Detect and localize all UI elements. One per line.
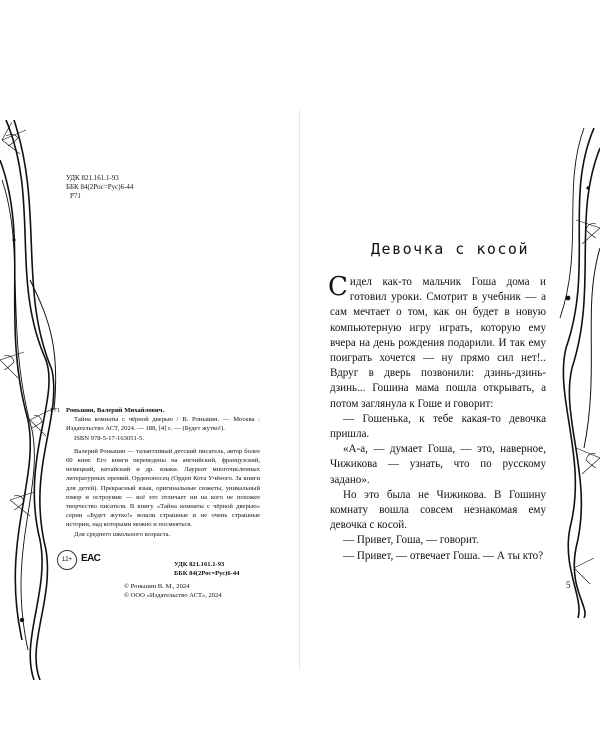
paragraph-5: — Привет, Гоша, — говорит. (343, 534, 479, 547)
drop-cap: С (328, 272, 348, 302)
paragraph-1 (328, 272, 546, 412)
udk-line: УДК 821.161.1-93 (66, 174, 119, 182)
bib-description: Тайна комнаты с чёрной дверью / В. Роньшин. — Москва : Издательство АСТ, 2024. — 188, [4] с. — (Будет жутко!). (66, 416, 260, 433)
bbk-line-bottom: ББК 84(2Рос=Рус)6-44 (174, 570, 240, 577)
paragraph-4: Но это была не Чижикова. В Гошину комнату вошла совсем незнакомая ему девочка с косой. (330, 488, 546, 532)
udk-line-bottom: УДК 821.161.1-93 (174, 561, 225, 568)
author-heading: Роньшин, Валерий Михайлович. (66, 407, 165, 414)
story-text (328, 272, 546, 564)
author-code: Р71 (70, 192, 81, 200)
age-rating-badge: 12+ (57, 550, 77, 570)
eac-mark (81, 550, 103, 568)
bbk-line: ББК 84(2Рос=Рус)6-44 (66, 183, 134, 191)
bibliographic-record (50, 406, 260, 539)
audience: Для среднего школьного возраста. (74, 530, 171, 538)
author-code-entry: Р71 (50, 407, 61, 414)
cobweb-ornament-right (554, 128, 600, 618)
udk-bbk-bottom (174, 560, 239, 578)
eac-mark-text: ЕАС (81, 553, 101, 564)
copyright-publisher: © ООО «Издательство АСТ», 2024 (124, 592, 222, 599)
annotation: Валерий Роньшин — талантливый детский писатель, автор более 60 книг. Его книги переведены на английский, французский, немецкий, китайский и др. языки. Лауреат многочисленных литературных премий. Орденоносец (Орден Кота Учёного. За книги для детей). Прекрасный язык, оригинальные сюжеты, уникальный юмор и остроумие — всё это отличает ни на кого не похожее творчество писателя. В книгу «Тайна комнаты с чёрной дверью» серии «Будет жутко!» вошли страшные и не очень страшные истории, над которыми можно и посмеяться. (66, 447, 260, 529)
paragraph-1-text: идел как-то мальчик Гоша дома и готовил уроки. Смотрит в учебник — а сам мечтает о том, как он будет в новую компьютерную игру играть, которую ему вчера на день рождения подарили. И так ему поиграть хочется — ну прямо сил нет!.. Вдруг в дверь позвонили: дзинь-дзинь-дзинь... Гошина мама пошла открывать, а потом заглянула к Гоше и говорит: (330, 276, 546, 410)
isbn: ISBN 978-5-17-163051-5. (74, 434, 144, 442)
cobweb-decoration-icon (554, 128, 600, 618)
copyright-block (124, 582, 222, 600)
cobweb-ornament-left (0, 120, 64, 680)
paragraph-3: «А-а, — думает Гоша, — это, наверное, Чижикова — узнать, что по русскому задано». (330, 443, 546, 486)
copyright-author: © Роньшин В. М., 2024 (124, 583, 190, 590)
cobweb-decoration-icon (0, 120, 64, 680)
udk-bbk-top (66, 174, 133, 201)
chapter-title: Девочка с косой (371, 240, 529, 258)
page-number: 5 (566, 580, 571, 590)
paragraph-2: — Гошенька, к тебе какая-то девочка пришла. (330, 412, 546, 441)
paragraph-6: — Привет, — отвечает Гоша. — А ты кто? (343, 549, 544, 562)
